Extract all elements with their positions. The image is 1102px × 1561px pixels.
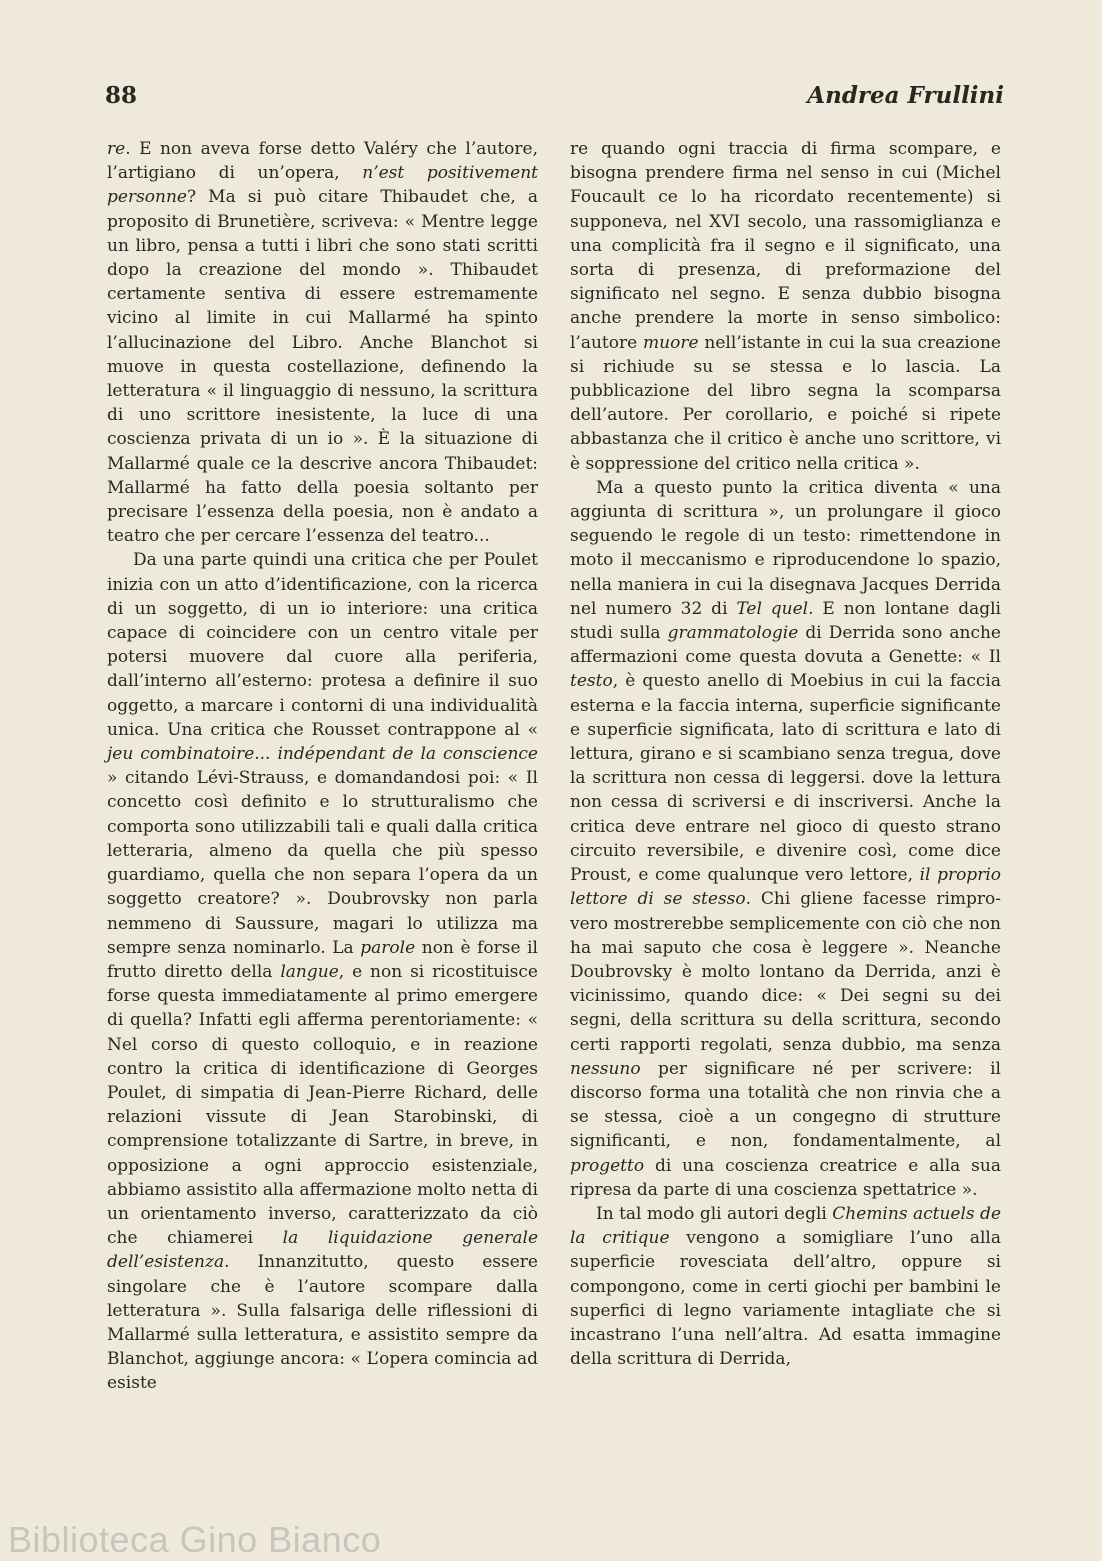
page-number: 88 xyxy=(105,82,138,109)
page-header xyxy=(105,82,1004,116)
body-paragraph: Ma a questo punto la critica diventa « una aggiunta di scrittura », un prolungare il gioco seguendo le regole di un testo: rimettendone in moto il meccanismo e riproducendone lo spazio, nella maniera in cui la disegnava Jacques Derrida nel numero 32 di Tel quel. E non lontane dagli studi sulla grammatologie di Derrida sono anche affermazioni come questa dovuta a Genette: « Il testo, è questo anello di Moebius in cui la faccia esterna e la faccia interna, superficie significante e superficie significata, lato di scrittura e lato di lettura, girano e si scambiano senza tregua, dove la scrittura non cessa di leggersi. dove la lettura non cessa di scriversi e di inscriversi. Anche la critica deve entrare nel gioco di questo strano circuito reversibile, e divenire così, come dice Proust, e come qualunque vero lettore, il proprio lettore di se stesso. Chi gliene facesse rimprovero mostrerebbe semplicemente con ciò che non ha mai saputo che cosa è leggere ». Neanche Doubrovsky è molto lontano da Derrida, anzi è vicinissimo, quando dice: « Dei segni su dei segni, della scrittura su della scrittura, secondo certi rapporti regolati, senza dubbio, ma senza nessuno per significare né per scrivere: il discorso forma una totalità che non rinvia che a se stessa, cioè a un congegno di strutture significanti, e non, fondamentalmente, al progetto di una coscienza creatrice e alla sua ripresa da parte di una coscienza spettatrice ». xyxy=(570,477,1001,1200)
library-watermark: Biblioteca Gino Bianco xyxy=(8,1519,382,1560)
body-paragraph: Da una parte quindi una critica che per Poulet inizia con un atto d’identificazione, con la ricerca di un soggetto, di un io interiore: una critica capace di coincidere con un centro vitale per potersi muovere dal cuore alla periferia, dall’interno all’esterno: protesa a definire il suo oggetto, a marcare i contorni di una individualità unica. Una critica che Rousset contrappone al « jeu combinatoire... indépendant de la conscience » citando Lévi-Strauss, e domandandosi poi: « Il concetto così definito e lo strutturalismo che comporta sono utilizzabili tali e quali dalla critica letteraria, almeno da quella che più spesso guardiamo, quella che non separa l’opera da un soggetto creatore? ». Doubrovsky non parla nemmeno di Saussure, magari lo utilizza ma sempre senza nominarlo. La parole non è forse il frutto diretto della langue, e non si ricostituisce forse questa immediatamente al primo emergere di quella? Infatti egli afferma perentoriamente: « Nel corso di questo colloquio, e in reazione contro la critica di identificazione di Georges Poulet, di simpatia di Jean-Pierre Richard, delle relazioni vissute di Jean Starobinski, di comprensione totalizzante di Sartre, in breve, in opposizione a ogni approccio esistenziale, abbiamo assistito alla affermazione molto netta di un orientamento inverso, caratterizzato da ciò che chiamerei la liquidazione generale dell’esistenza. Innanzitutto, questo essere singolare che è l’autore scompare dalla letteratura ». Sulla falsariga delle riflessioni di Mallarmé sulla letteratura, e assistito sempre da Blanchot, aggiunge ancora: « L’opera comincia ad esiste xyxy=(107,550,539,1394)
body-paragraph: re quando ogni traccia di firma scompare, e bisogna prendere firma nel senso in cui (Michel Foucault ce lo ha ricordato recentemente) si supponeva, nel XVI secolo, una rassomiglianza e una complicità fra il segno e il significato, una sorta di presenza, di preformazione del significato nel segno. E senza dubbio bisogna anche prendere la morte in senso simbolico: l’autore muore nell’istante in cui la sua creazione si richiude su se stessa e lo lascia. La pubblicazione del libro segna la scomparsa dell’autore. Per corollario, e poiché si ripete abbastanza che il critico è anche uno scrittore, vi è soppressione del critico nella critica ». xyxy=(570,139,1001,474)
running-head-author: Andrea Frullini xyxy=(807,82,1004,109)
body-paragraph: re. E non aveva forse detto Valéry che l’autore, l’artigiano di un’opera, n’est positivement personne? Ma si può citare Thibaudet che, a proposito di Brunetière, scriveva: « Mentre legge un libro, pensa a tutti i libri che sono stati scritti dopo la creazione del mondo ». Thibaudet certamente sentiva di essere estremamente vicino al limite in cui Mallarmé ha spinto l’allucinazione del Libro. Anche Blanchot si muove in questa costellazione, definendo la letteratura « il linguaggio di nessuno, la scrittura di uno scrittore inesistente, la luce di una coscienza privata di un io ». È la situazione di Mallarmé quale ce la descrive ancora Thibaudet: Mallarmé ha fatto della poesia soltanto per precisare l’essenza della poesia, non è andato a teatro che per cercare l’essenza del teatro... xyxy=(107,139,539,547)
left-column xyxy=(107,137,538,1396)
body-paragraph: In tal modo gli autori degli Chemins actuels de la critique vengono a somigliare l’uno alla superficie rovesciata dell’altro, oppure si compongono, come in certi giochi per bambini le superfici di legno variamente intagliate che si incastrano l’una nell’altra. Ad esatta immagine della scrittura di Derrida, xyxy=(570,1203,1002,1370)
right-column xyxy=(570,137,1001,1371)
